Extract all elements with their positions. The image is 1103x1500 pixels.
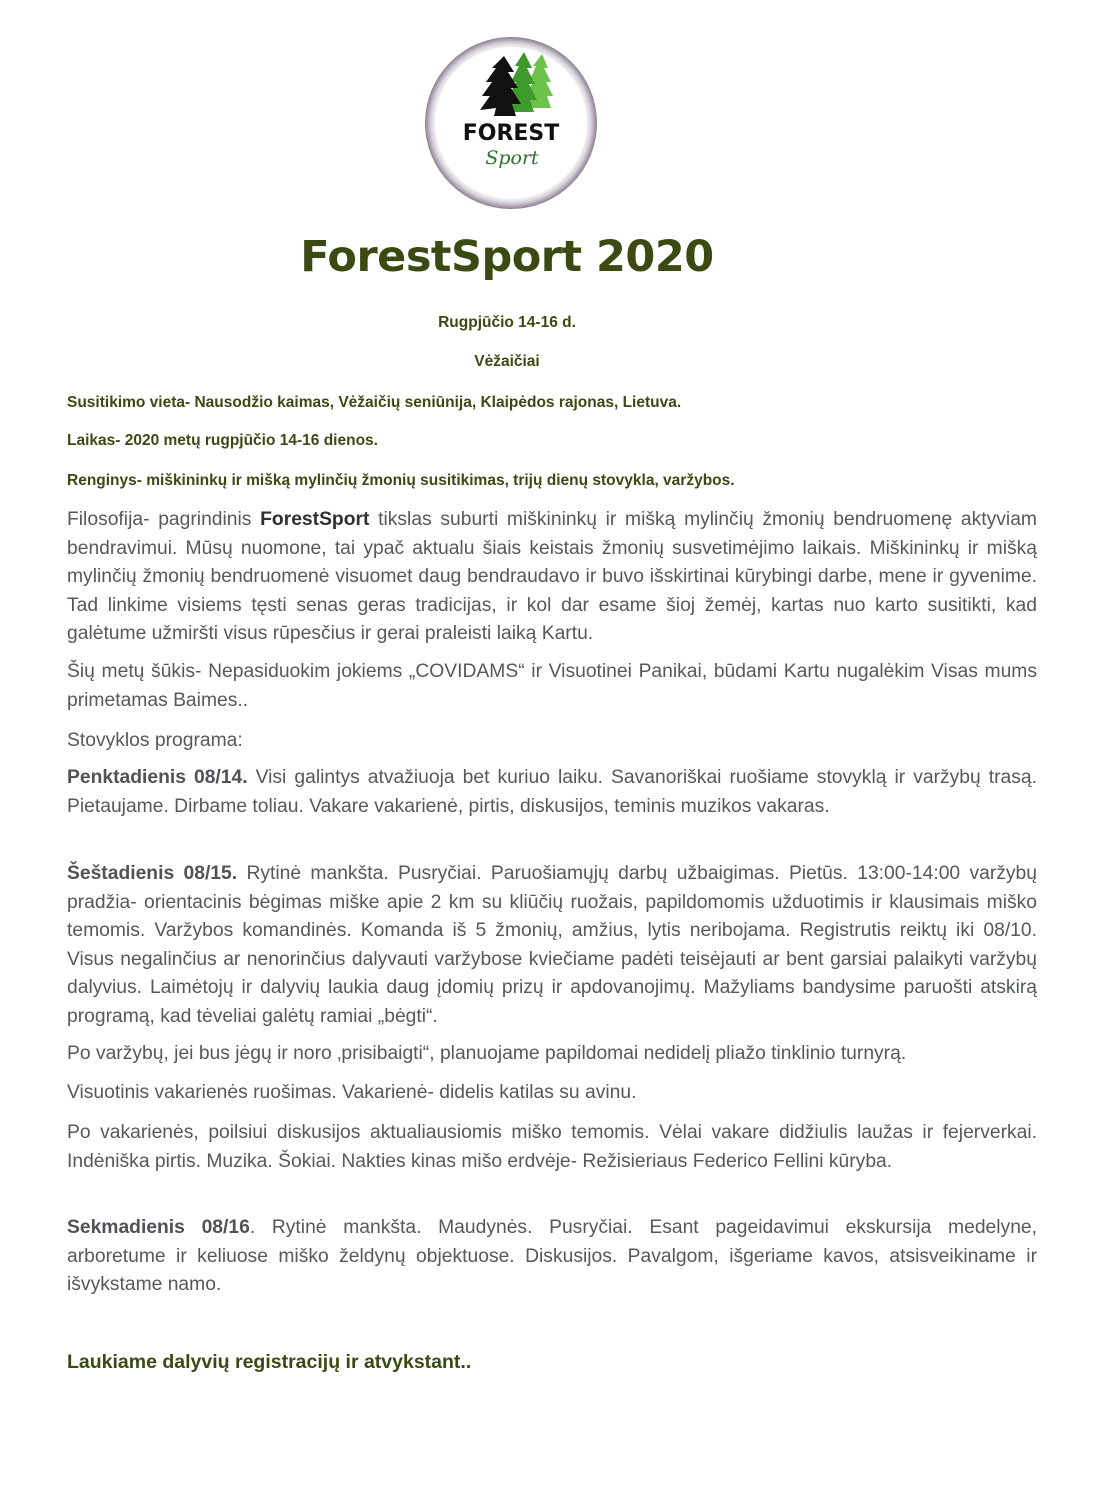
- sunday-text: . Rytinė mankšta. Maudynės. Pusryčiai. Esant pageidavimui ekskursija medelyne, arboretume ir keliuose miško želdynų objektuose. Diskusijos. Pavalgom, išgeriame kavos, atsisveikiname ir išvykstame namo.: [67, 1217, 1037, 1296]
- event-description: Renginys- miškininkų ir mišką mylinčių žmonių susitikimas, trijų dienų stovykla, varžybos.: [67, 472, 735, 489]
- brand-name: ForestSport: [260, 509, 370, 530]
- dinner-paragraph: Visuotinis vakarienės ruošimas. Vakarienė- didelis katilas su avinu.: [67, 1082, 637, 1103]
- program-heading: Stovyklos programa:: [67, 730, 243, 751]
- event-time: Laikas- 2020 metų rugpjūčio 14-16 dienos.: [67, 432, 378, 449]
- slogan-paragraph: Šių metų šūkis- Nepasiduokim jokiems „COVIDAMS“ ir Visuotinei Panikai, būdami Kartu nugalėkim Visas mums primetamas Baimes..: [67, 661, 1037, 711]
- friday-text: Visi galintys atvažiuoja bet kuriuo laiku. Savanoriškai ruošiame stovyklą ir varžybų trasą. Pietaujame. Dirbame toliau. Vakare vakarienė, pirtis, diskusijos, teminis muzikos vakaras.: [67, 767, 1037, 817]
- sunday-label: Sekmadienis 08/16: [67, 1217, 250, 1238]
- friday-label: Penktadienis 08/14.: [67, 767, 248, 788]
- philosophy-paragraph: [67, 506, 1037, 649]
- meeting-place: Susitikimo vieta- Nausodžio kaimas, Vėžaičių seniūnija, Klaipėdos rajonas, Lietuva.: [67, 394, 682, 411]
- after-competition-paragraph: Po varžybų, jei bus jėgų ir noro ‚prisibaigti“, planuojame papildomai nedidelį pliažo tinklinio turnyrą.: [67, 1043, 907, 1064]
- philosophy-pre: Filosofija- pagrindinis: [67, 509, 261, 530]
- saturday-paragraph: [67, 860, 1037, 1032]
- date-line: Rugpjūčio 14-16 d.: [438, 314, 576, 331]
- saturday-text: Rytinė mankšta. Pusryčiai. Paruošiamųjų darbų užbaigimas. Pietūs. 13:00-14:00 varžybų pradžia- orientacinis bėgimas miške apie 2 km su kliūčių ruožais, papildomomis užduotimis ir klausimais miško temomis. Varžybos komandinės. Komanda iš 5 žmonių, amžius, lytis neribojama. Registrutis reiktų iki 08/10. Visus negalinčius ar nenorinčius dalyvauti varžybose kviečiame padėti teisėjauti ar bent garsiai palaikyti varžybų dalyvius. Laimėtojų ir dalyvių laukia daug įdomių prizų ir apdovanojimų. Mažyliams bandysime paruošti atskirą programą, kad tėveliai galėtų ramiai „bėgti“.: [67, 863, 1037, 1027]
- sunday-paragraph: [67, 1214, 1037, 1300]
- closing-line: Laukiame dalyvių registracijų ir atvykstant..: [67, 1351, 472, 1373]
- place-line: Vėžaičiai: [474, 353, 540, 370]
- friday-paragraph: [67, 764, 1037, 821]
- logo-forest-text: FOREST: [462, 121, 560, 146]
- saturday-label: Šeštadienis 08/15.: [67, 863, 238, 884]
- forest-sport-logo: [424, 36, 598, 210]
- evening-paragraph: Po vakarienės, poilsiui diskusijos aktualiausiomis miško temomis. Vėlai vakare didžiulis laužas ir fejerverkai. Indėniška pirtis. Muzika. Šokiai. Nakties kinas mišo erdvėje- Režisieriaus Federico Fellini kūryba.: [67, 1122, 1037, 1172]
- page-title: ForestSport 2020: [300, 232, 714, 282]
- logo-sport-text: Sport: [485, 147, 539, 169]
- philosophy-post: tikslas suburti miškininkų ir mišką mylinčių žmonių bendruomenę aktyviam bendravimui. Mūsų nuomone, tai ypač aktualu šiais keistais žmonių susvetimėjimo laikais. Miškininkų ir mišką mylinčių žmonių bendruomenė visuomet daug bendraudavo ir buvo išskirtinai kūrybingi darbe, mene ir gyvenime. Tad linkime visiems tęsti senas geras tradicijas, ir kol dar esame šioj žemėj, kartas nuo karto susitikti, kad galėtume užmiršti visus rūpesčius ir gerai praleisti laiką Kartu.: [67, 509, 1037, 645]
